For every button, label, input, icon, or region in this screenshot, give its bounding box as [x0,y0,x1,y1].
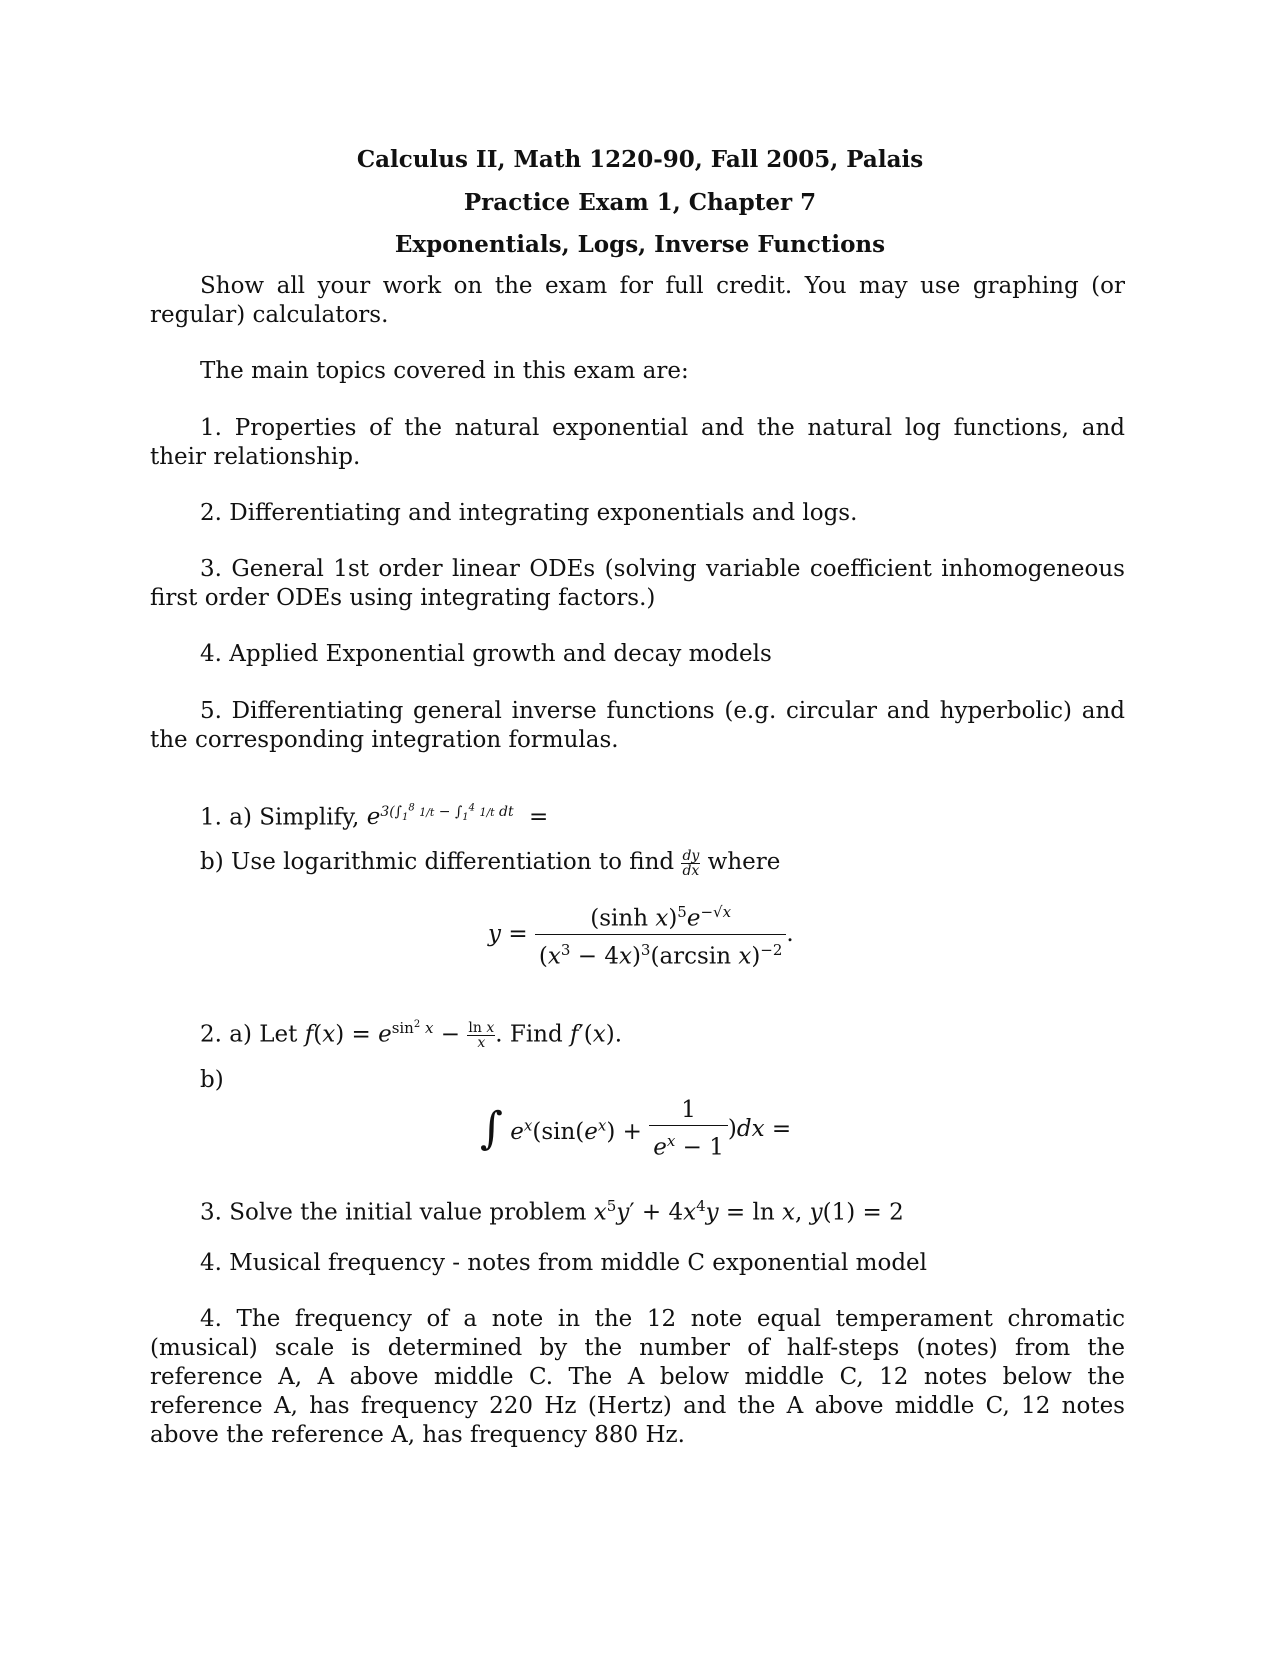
exam-topic-title: Exponentials, Logs, Inverse Functions [394,231,886,258]
problem-3-label: 3. Solve the initial value problem [200,1199,587,1226]
problem-3: 3. Solve the initial value problem $x^5y' + 4x^4y = \ln x$, y(1) = 2 [200,1197,904,1226]
problem-1b-label: b) Use logarithmic differentiation to find [200,849,675,875]
instructions-paragraph: Show all your work on the exam for full credit. You may use graphing (or regular) calculators. [150,273,1125,328]
problem-1b-equation: y = $\frac{(\sinh x)^5e^{-√x}}{(x^3 - 4x)^3(\arcsin x)^{-2}}$ . [488,897,794,971]
problem-2a: 2. a) Let $f(x) = e^{sin^2 x}$ − $\frac{\text{ln x}}{x}$ . Find f′(x). [200,1019,623,1052]
y-fraction: $\frac{(\sinh x)^5e^{-√x}}{(x^3 - 4x)^3(\arcsin x)^{-2}}$ [535,897,787,971]
topic-item-4: 4. Applied Exponential growth and decay models [200,641,772,667]
problem-1a-expression: $e^{3(\int_1^8 1/t - \int_1^4 1/t dt}$ [366,802,514,831]
topic-item-5: 5. Differentiating general inverse functions (e.g. circular and hyperbolic) and the corresponding integration formulas. [150,698,1125,753]
problem-2a-label: 2. a) Let [200,1021,298,1048]
problem-2b-integral: ∫ $e^x(\sin(e^x)$ + $\frac{1}{e^x - 1}$ )dx = [480,1097,792,1161]
problem-4-body: 4. The frequency of a note in the 12 note equal temperament chromatic (musical) scale is determined by the number of half-steps (notes) from the reference A, A above middle C. The A below middle C, 12 notes below the reference A, has frequency 220 Hz (Hertz) and the A above middle C, 12 notes above the reference A, has frequency 880 Hz. [150,1306,1125,1448]
exam-title: Calculus II, Math 1220-90, Fall 2005, Palais [356,146,924,173]
dy-dx-fraction: $\frac{dy}{dx}$ [682,847,700,879]
lnx-over-x-fraction: $\frac{\text{ln x}}{x}$ [468,1020,495,1052]
topic-item-3: 3. General 1st order linear ODEs (solving variable coefficient inhomogeneous first order ODEs using integrating factors.) [150,556,1125,611]
topics-lead: The main topics covered in this exam are: [200,358,689,384]
problem-1a: 1. a) Simplify, $e^{3(\int_1^8 1/t - \int_1^4 1/t dt}$ = [200,802,549,831]
problem-1b [200,848,780,878]
problem-4-heading: 4. Musical frequency - notes from middle C exponential model [200,1250,928,1276]
problem-1b-where: where [707,849,781,875]
problem-2a-find: . Find [495,1021,563,1048]
problem-2b-label: b) [200,1067,224,1093]
topic-item-1: 1. Properties of the natural exponential and the natural log functions, and their relationship. [150,415,1125,470]
problem-1a-label: 1. a) Simplify, [200,804,360,831]
topic-item-2: 2. Differentiating and integrating exponentials and logs. [200,500,858,526]
exam-subtitle: Practice Exam 1, Chapter 7 [463,189,817,216]
integrand-fraction: $\frac{1}{e^x - 1}$ [649,1095,728,1163]
